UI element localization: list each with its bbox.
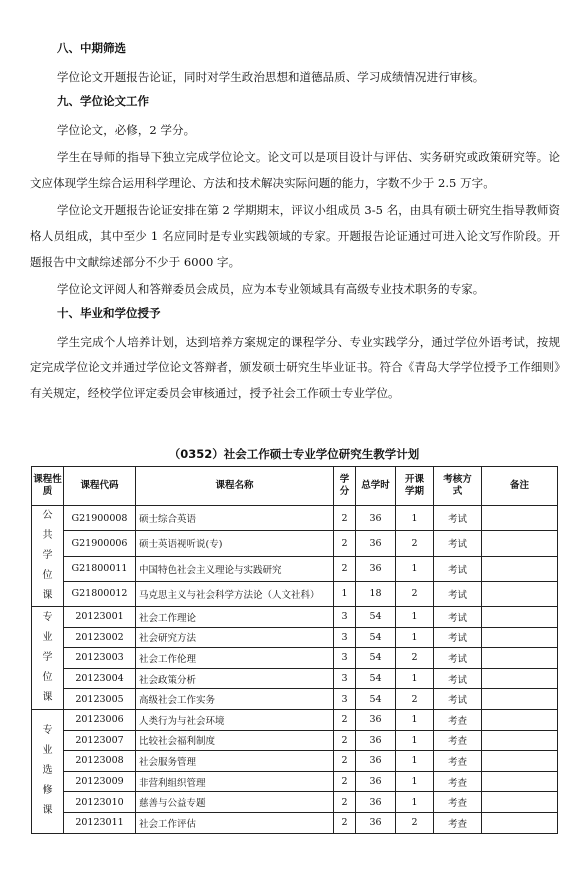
semester-cell: 2 (396, 581, 434, 606)
credit-cell: 2 (334, 751, 356, 772)
table-row (32, 709, 558, 730)
table-row (32, 531, 558, 556)
course-name-cell: 硕士综合英语 (136, 506, 334, 531)
section-heading: 九、学位论文工作 (57, 93, 149, 108)
assessment-cell: 考查 (434, 730, 482, 751)
assessment-cell: 考查 (434, 812, 482, 833)
total-hours-cell: 54 (356, 668, 396, 689)
total-hours-cell: 54 (356, 627, 396, 648)
remarks-cell (482, 812, 558, 833)
assessment-cell: 考查 (434, 751, 482, 772)
table-row (32, 730, 558, 751)
course-code-cell: G21800012 (64, 581, 136, 606)
table-row (32, 506, 558, 531)
remarks-cell (482, 751, 558, 772)
credit-cell: 2 (334, 771, 356, 792)
semester-cell: 1 (396, 751, 434, 772)
course-name-cell: 社会工作伦理 (136, 648, 334, 669)
header-remarks: 备注 (482, 467, 558, 506)
course-name-cell: 慈善与公益专题 (136, 792, 334, 813)
table-row (32, 689, 558, 710)
credit-cell: 2 (334, 792, 356, 813)
total-hours-cell: 36 (356, 812, 396, 833)
remarks-cell (482, 689, 558, 710)
section-paragraph: 学位论文，必修，2 学分。 (57, 122, 196, 137)
course-code-cell: 20123010 (64, 792, 136, 813)
section-paragraph: 学生完成个人培养计划，达到培养方案规定的课程学分、专业实践学分，通过学位外语考试，按规定完成学位论文并通过学位论文答辩者，颁发硕士研究生毕业证书。符合《青岛大学学位授予工作细则》有关规定，经校学位评定委员会审核通过，授予社会工作硕士专业学位。 (30, 334, 560, 400)
total-hours-cell: 36 (356, 709, 396, 730)
assessment-cell: 考试 (434, 581, 482, 606)
remarks-cell (482, 556, 558, 581)
course-name-cell: 人类行为与社会环境 (136, 709, 334, 730)
total-hours-cell: 54 (356, 607, 396, 628)
semester-cell: 2 (396, 648, 434, 669)
course-code-cell: G21900008 (64, 506, 136, 531)
table-row (32, 556, 558, 581)
course-name-cell: 非营利组织管理 (136, 771, 334, 792)
semester-cell: 1 (396, 506, 434, 531)
remarks-cell (482, 792, 558, 813)
course-code-cell: 20123006 (64, 709, 136, 730)
section-paragraph: 学位论文开题报告论证，同时对学生政治思想和道德品质、学习成绩情况进行审核。 (57, 70, 485, 84)
section-heading: 十、毕业和学位授予 (57, 305, 161, 320)
remarks-cell (482, 730, 558, 751)
total-hours-cell: 54 (356, 689, 396, 710)
table-row (32, 751, 558, 772)
total-hours-cell: 36 (356, 771, 396, 792)
remarks-cell (482, 771, 558, 792)
assessment-cell: 考试 (434, 689, 482, 710)
header-semester: 开课学期 (396, 467, 434, 506)
course-name-cell: 马克思主义与社会科学方法论（人文社科） (136, 581, 334, 606)
semester-cell: 1 (396, 771, 434, 792)
semester-cell: 1 (396, 607, 434, 628)
table-row (32, 668, 558, 689)
course-name-cell: 比较社会福利制度 (136, 730, 334, 751)
table-row (32, 581, 558, 606)
remarks-cell (482, 668, 558, 689)
total-hours-cell: 18 (356, 581, 396, 606)
course-name-cell: 硕士英语视听说(专) (136, 531, 334, 556)
section-paragraph: 学生在导师的指导下独立完成学位论文。论文可以是项目设计与评估、实务研究或政策研究等。论文应体现学生综合运用科学理论、方法和技术解决实际问题的能力，字数不少于 2.5 万字。 (30, 150, 560, 190)
total-hours-cell: 36 (356, 730, 396, 751)
semester-cell: 1 (396, 792, 434, 813)
course-code-cell: 20123009 (64, 771, 136, 792)
total-hours-cell: 36 (356, 792, 396, 813)
credit-cell: 2 (334, 531, 356, 556)
table-row (32, 627, 558, 648)
course-name-cell: 中国特色社会主义理论与实践研究 (136, 556, 334, 581)
assessment-cell: 考试 (434, 506, 482, 531)
assessment-cell: 考查 (434, 792, 482, 813)
header-assessment: 考核方式 (434, 467, 482, 506)
course-code-cell: 20123011 (64, 812, 136, 833)
credit-cell: 2 (334, 709, 356, 730)
credit-cell: 2 (334, 506, 356, 531)
course-code-cell: 20123003 (64, 648, 136, 669)
credit-cell: 2 (334, 556, 356, 581)
course-name-cell: 社会政策分析 (136, 668, 334, 689)
course-code-cell: 20123007 (64, 730, 136, 751)
table-row (32, 792, 558, 813)
course-code-cell: 20123008 (64, 751, 136, 772)
course-name-cell: 高级社会工作实务 (136, 689, 334, 710)
credit-cell: 3 (334, 648, 356, 669)
header-name: 课程名称 (136, 467, 334, 506)
credit-cell: 1 (334, 581, 356, 606)
section-paragraph: 学位论文开题报告论证安排在第 2 学期期末，评议小组成员 3-5 名，由具有硕士研究生指导教师资格人员组成，其中至少 1 名应同时是专业实践领域的专家。开题报告论证通过可进入论文写作阶段。开题报告中文献综述部分不少于 6000 字。 (30, 203, 560, 269)
header-code: 课程代码 (64, 467, 136, 506)
course-code-cell: 20123002 (64, 627, 136, 648)
remarks-cell (482, 506, 558, 531)
credit-cell: 2 (334, 812, 356, 833)
assessment-cell: 考试 (434, 627, 482, 648)
total-hours-cell: 36 (356, 751, 396, 772)
table-row (32, 812, 558, 833)
table-header-row (32, 467, 558, 506)
semester-cell: 1 (396, 709, 434, 730)
remarks-cell (482, 531, 558, 556)
header-credit: 学分 (334, 467, 356, 506)
remarks-cell (482, 709, 558, 730)
assessment-cell: 考试 (434, 607, 482, 628)
remarks-cell (482, 627, 558, 648)
assessment-cell: 考查 (434, 709, 482, 730)
section-paragraph: 学位论文评阅人和答辩委员会成员，应为本专业领域具有高级专业技术职务的专家。 (57, 282, 485, 297)
semester-cell: 1 (396, 556, 434, 581)
header-hours: 总学时 (356, 467, 396, 506)
assessment-cell: 考试 (434, 668, 482, 689)
semester-cell: 2 (396, 531, 434, 556)
course-name-cell: 社会服务管理 (136, 751, 334, 772)
course-nature-cell: 专 业 学 位 课 (32, 607, 64, 710)
course-code-cell: 20123001 (64, 607, 136, 628)
teaching-plan-table (31, 466, 558, 834)
semester-cell: 2 (396, 812, 434, 833)
course-code-cell: 20123004 (64, 668, 136, 689)
course-name-cell: 社会工作理论 (136, 607, 334, 628)
remarks-cell (482, 607, 558, 628)
semester-cell: 2 (396, 689, 434, 710)
semester-cell: 1 (396, 730, 434, 751)
document-body (30, 40, 560, 409)
table-row (32, 648, 558, 669)
total-hours-cell: 54 (356, 648, 396, 669)
table-row (32, 771, 558, 792)
assessment-cell: 考试 (434, 556, 482, 581)
total-hours-cell: 36 (356, 556, 396, 581)
semester-cell: 1 (396, 627, 434, 648)
table-row (32, 607, 558, 628)
credit-cell: 3 (334, 607, 356, 628)
remarks-cell (482, 581, 558, 606)
assessment-cell: 考试 (434, 531, 482, 556)
credit-cell: 2 (334, 730, 356, 751)
header-nature: 课程性质 (32, 467, 64, 506)
course-name-cell: 社会研究方法 (136, 627, 334, 648)
course-name-cell: 社会工作评估 (136, 812, 334, 833)
course-code-cell: G21900006 (64, 531, 136, 556)
table-title: （0352）社会工作硕士专业学位研究生教学计划 (168, 447, 420, 461)
total-hours-cell: 36 (356, 506, 396, 531)
assessment-cell: 考试 (434, 648, 482, 669)
assessment-cell: 考查 (434, 771, 482, 792)
course-code-cell: 20123005 (64, 689, 136, 710)
semester-cell: 1 (396, 668, 434, 689)
remarks-cell (482, 648, 558, 669)
section-heading: 八、中期筛选 (57, 41, 126, 55)
course-nature-cell: 专 业 选 修 课 (32, 709, 64, 833)
credit-cell: 3 (334, 689, 356, 710)
total-hours-cell: 36 (356, 531, 396, 556)
course-code-cell: G21800011 (64, 556, 136, 581)
credit-cell: 3 (334, 668, 356, 689)
credit-cell: 3 (334, 627, 356, 648)
course-nature-cell: 公 共 学 位 课 (32, 506, 64, 607)
